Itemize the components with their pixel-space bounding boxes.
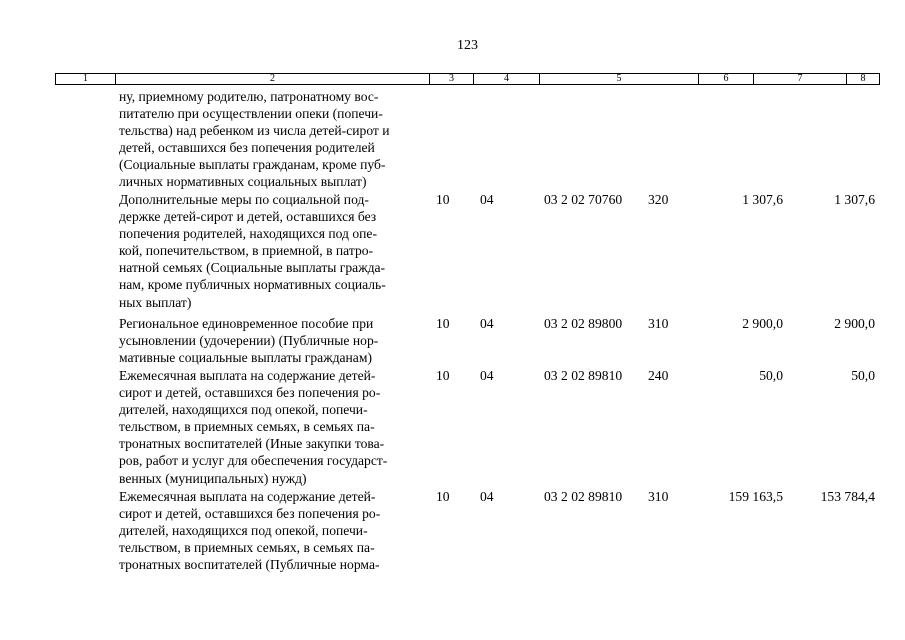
row-expense-type: 320: [648, 192, 669, 207]
row-description: Региональное единовременное пособие при усыновлении (удочерении) (Публичные нор- мативные социальные выплаты гражданам): [119, 316, 379, 366]
row-description: Дополнительные меры по социальной под- держке детей-сирот и детей, оставшихся без попечения родителей, находящихся под опе- кой, попечительством, в приемной, в патро- натной семьях (Социальные выплаты гражда- нам, кроме публичных нормативных социаль- ных выплат): [119, 192, 386, 310]
table-row: [0, 88, 905, 191]
column-header-1: 1: [56, 74, 116, 84]
row-amount-2: 153 784,4: [820, 489, 875, 504]
table-body: [0, 88, 905, 578]
row-description: Ежемесячная выплата на содержание детей- сирот и детей, оставшихся без попечения ро- дителей, находящихся под опекой, попечи- тельством, в приемных семьях, в семьях па- тронатных воспитателей (Публичные норма-: [119, 489, 381, 573]
row-subsection: 04: [480, 192, 494, 207]
row-subsection: 04: [480, 316, 494, 331]
column-header-7: 7: [754, 74, 847, 84]
column-header-6: 6: [699, 74, 754, 84]
column-header-2: 2: [116, 74, 430, 84]
row-description: Ежемесячная выплата на содержание детей- сирот и детей, оставшихся без попечения ро- дителей, находящихся под опекой, попечи- тельством, в приемных семьях, в семьях па- тронатных воспитателей (Иные закупки това- ров, работ и услуг для обеспечения государст- венных (муниципальных) нужд): [119, 368, 388, 486]
column-header-5: 5: [540, 74, 699, 84]
column-header-3: 3: [430, 74, 474, 84]
row-section: 10: [436, 489, 450, 504]
row-expense-type: 310: [648, 489, 669, 504]
row-subsection: 04: [480, 368, 494, 383]
row-amount-1: 50,0: [759, 368, 783, 383]
row-target-code: 03 2 02 89800: [544, 316, 623, 331]
table-row: [0, 488, 905, 578]
row-amount-1: 159 163,5: [728, 489, 783, 504]
page-number: 123: [457, 38, 478, 53]
row-amount-2: 2 900,0: [834, 316, 875, 331]
table-row: [0, 315, 905, 367]
row-description: ну, приемному родителю, патронатному вос- питателю при осуществлении опеки (попечи- тельства) над ребенком из числа детей-сирот и детей, оставшихся без попечения родителей (Социальные выплаты гражданам, кроме пуб- личных нормативных социальных выплат): [119, 89, 390, 190]
row-target-code: 03 2 02 89810: [544, 489, 623, 504]
row-amount-1: 1 307,6: [742, 192, 783, 207]
row-amount-2: 1 307,6: [834, 192, 875, 207]
row-expense-type: 310: [648, 316, 669, 331]
row-amount-1: 2 900,0: [742, 316, 783, 331]
row-subsection: 04: [480, 489, 494, 504]
row-section: 10: [436, 192, 450, 207]
row-section: 10: [436, 368, 450, 383]
column-header-8: 8: [860, 73, 866, 84]
row-expense-type: 240: [648, 368, 669, 383]
table-row: [0, 191, 905, 315]
column-header-4: 4: [474, 74, 540, 84]
row-section: 10: [436, 316, 450, 331]
row-amount-2: 50,0: [851, 368, 875, 383]
table-header-row: [55, 73, 880, 85]
row-target-code: 03 2 02 70760: [544, 192, 623, 207]
row-target-code: 03 2 02 89810: [544, 368, 623, 383]
table-row: [0, 367, 905, 488]
